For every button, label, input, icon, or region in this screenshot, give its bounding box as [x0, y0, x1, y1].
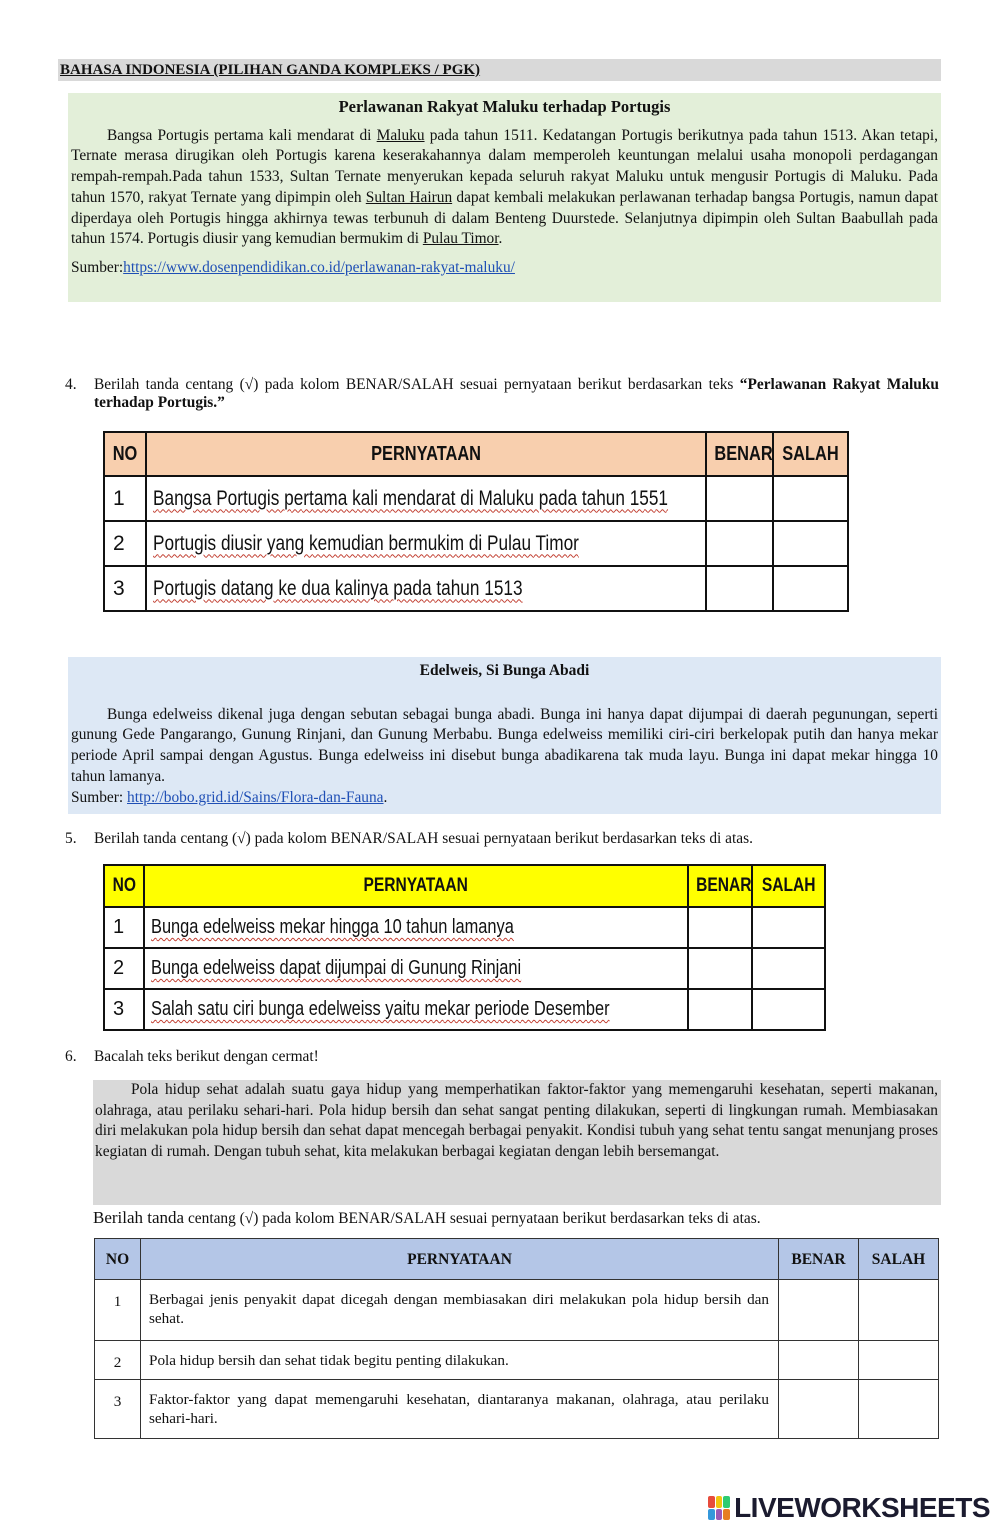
source-end: . — [383, 788, 388, 806]
passage-maluku — [68, 93, 941, 302]
question-6-text: Bacalah teks berikut dengan cermat! — [94, 1048, 319, 1065]
logo-square — [723, 1496, 730, 1508]
logo-square — [723, 1509, 730, 1521]
benar-checkbox-cell[interactable] — [706, 566, 773, 611]
liveworksheets-logo-icon — [708, 1496, 730, 1520]
passage-maluku-text-3: dapat kembali melakukan perlawanan terhadap bangsa Portugis, namun dapat diperdaya oleh Portugis hingga akhirnya tewas terbunuh di dalam Benteng Duurstede. Selanjutnya dipimpin oleh Sultan Baabullah pada tahun 1574. Portugis diusir yang kemudian bermukim di — [71, 188, 939, 248]
header-statement: PERNYATAAN — [144, 865, 688, 907]
logo-square — [716, 1509, 723, 1521]
benar-checkbox-cell[interactable] — [706, 521, 773, 566]
answer-table-maluku — [103, 431, 849, 612]
benar-checkbox-cell[interactable] — [779, 1280, 859, 1341]
logo-square — [716, 1496, 723, 1508]
row-number: 2 — [95, 1341, 141, 1380]
source-link-maluku[interactable]: https://www.dosenpendidikan.co.id/perlawanan-rakyat-maluku/ — [123, 258, 515, 276]
benar-checkbox-cell[interactable] — [688, 907, 752, 948]
benar-checkbox-cell[interactable] — [706, 476, 773, 521]
salah-checkbox-cell[interactable] — [859, 1280, 939, 1341]
question-4 — [65, 376, 941, 416]
question-6-number: 6. — [65, 1048, 77, 1065]
row-statement: Bunga edelweiss mekar hingga 10 tahun lamanya — [144, 907, 688, 948]
row-number: 3 — [104, 566, 146, 611]
row-statement: Bangsa Portugis pertama kali mendarat di Maluku pada tahun 1551 — [146, 476, 706, 521]
row-number: 1 — [104, 476, 146, 521]
question-4-text-plain: Berilah tanda centang (√) pada kolom BENAR/SALAH sesuai pernyataan berikut berdasarkan teks — [94, 376, 740, 393]
row-statement: Salah satu ciri bunga edelweiss yaitu mekar periode Desember — [144, 989, 688, 1030]
passage-pola-hidup-sehat — [93, 1080, 941, 1205]
question-5-number: 5. — [65, 830, 77, 847]
passage-edelweis — [68, 657, 941, 814]
table-row — [104, 989, 825, 1030]
benar-checkbox-cell[interactable] — [688, 948, 752, 989]
question-4-text — [94, 376, 939, 412]
salah-checkbox-cell[interactable] — [752, 989, 825, 1030]
table-row — [104, 948, 825, 989]
header-no: NO — [104, 865, 144, 907]
salah-checkbox-cell[interactable] — [752, 907, 825, 948]
liveworksheets-logo[interactable] — [708, 1493, 990, 1523]
header-benar: BENAR — [779, 1239, 859, 1280]
row-number: 2 — [104, 521, 146, 566]
question-5 — [65, 830, 941, 850]
row-statement: Bunga edelweiss dapat dijumpai di Gunung Rinjani — [144, 948, 688, 989]
row-statement: Faktor-faktor yang dapat memengaruhi kesehatan, diantaranya makanan, olahraga, atau perilaku sehari-hari. — [141, 1380, 779, 1439]
table-header-row — [104, 432, 848, 476]
instruction-lead: Berilah tanda — [93, 1208, 185, 1227]
header-salah: SALAH — [859, 1239, 939, 1280]
question-4-number: 4. — [65, 376, 77, 393]
salah-checkbox-cell[interactable] — [859, 1380, 939, 1439]
worksheet-heading — [58, 59, 941, 81]
passage-maluku-source — [71, 258, 938, 279]
question-4-text-bold: “Perlawanan Rakyat Maluku terhadap Portugis.” — [94, 376, 939, 411]
question-6 — [65, 1048, 941, 1068]
row-number: 1 — [104, 907, 144, 948]
header-salah: SALAH — [773, 432, 848, 476]
passage-maluku-text-2: pada tahun 1511. Kedatangan Portugis berikutnya pada tahun 1513. Akan tetapi, Ternate merasa dirugikan oleh Portugis karena keserakahannya dalam memperoleh keuntungan melalui usaha monopoli perdagangan rempah-rempah.Pada tahun 1533, Sultan Ternate menyerukan kepada seluruh rakyat Maluku untuk mengusir Portugis di Maluku. Pada tahun 1570, rakyat Ternate yang dipimpin oleh — [71, 126, 938, 206]
header-statement: PERNYATAAN — [146, 432, 706, 476]
table-row — [95, 1380, 939, 1439]
source-link-bobo[interactable]: http://bobo.grid.id/Sains/Flora-dan-Fauna — [127, 788, 384, 806]
row-number: 3 — [95, 1380, 141, 1439]
maluku-link[interactable]: Maluku — [376, 126, 425, 144]
source-label: Sumber: — [71, 788, 128, 806]
passage-maluku-text-1: Bangsa Portugis pertama kali mendarat di — [107, 126, 377, 144]
header-no: NO — [95, 1239, 141, 1280]
passage-edelweis-source — [71, 788, 938, 809]
benar-checkbox-cell[interactable] — [779, 1380, 859, 1439]
row-statement: Berbagai jenis penyakit dapat dicegah dengan membiasakan diri melakukan pola hidup bersih dan sehat. — [141, 1280, 779, 1341]
instruction-rest: centang (√) pada kolom BENAR/SALAH sesuai pernyataan berikut berdasarkan teks di atas. — [184, 1210, 761, 1227]
benar-checkbox-cell[interactable] — [779, 1341, 859, 1380]
header-benar: BENAR — [688, 865, 752, 907]
row-statement: Pola hidup bersih dan sehat tidak begitu penting dilakukan. — [141, 1341, 779, 1380]
row-number: 2 — [104, 948, 144, 989]
benar-checkbox-cell[interactable] — [688, 989, 752, 1030]
passage-maluku-text-4: . — [498, 230, 503, 248]
question-6-instruction — [93, 1209, 941, 1229]
passage-pola-hidup-body: Pola hidup sehat adalah suatu gaya hidup yang memperhatikan faktor-faktor yang memengaruhi kesehatan, seperti makanan, olahraga, atau perilaku sehari-hari. Pola hidup bersih dan sehat sangat penting dilakukan, seperti di lingkungan rumah. Membiasakan diri melakukan pola hidup bersih dan sehat dapat mencegah berbagai penyakit. Kondisi tubuh yang sehat tentu sangat menunjang proses kegiatan di rumah. Dengan tubuh sehat, kita melakukan berbagai kegiatan dengan lebih bersemangat. — [95, 1081, 938, 1161]
logo-square — [708, 1496, 715, 1508]
logo-text: LIVEWORKSHEETS — [734, 1492, 990, 1523]
table-row — [104, 521, 848, 566]
row-statement: Portugis diusir yang kemudian bermukim di Pulau Timor — [146, 521, 706, 566]
passage-edelweis-title: Edelweis, Si Bunga Abadi — [419, 662, 590, 679]
passage-edelweis-body: Bunga edelweiss dikenal juga dengan sebutan sebagai bunga abadi. Bunga ini hanya dapat dijumpai di daerah pegunungan, seperti gunung Gede Pangarango, Gunung Rinjani, dan Gunung Merbabu. Bunga edelweiss memiliki ciri-ciri berkelopak putih dan hanya mekar periode April sampai dengan Agustus. Bunga edelweiss ini disebut bunga abadikarena tak muda layu. Bunga ini dapat mekar hingga 10 tahun lamanya. — [71, 705, 938, 785]
salah-checkbox-cell[interactable] — [773, 566, 848, 611]
salah-checkbox-cell[interactable] — [752, 948, 825, 989]
passage-maluku-title: Perlawanan Rakyat Maluku terhadap Portugis — [338, 97, 671, 116]
salah-checkbox-cell[interactable] — [773, 476, 848, 521]
question-5-text: Berilah tanda centang (√) pada kolom BENAR/SALAH sesuai pernyataan berikut berdasarkan teks di atas. — [94, 830, 753, 847]
table-row — [104, 907, 825, 948]
table-row — [104, 566, 848, 611]
answer-table-edelweis — [103, 864, 826, 1031]
worksheet-heading-text: BAHASA INDONESIA (PILIHAN GANDA KOMPLEKS / PGK) — [60, 62, 481, 78]
table-header-row — [95, 1239, 939, 1280]
table-row — [104, 476, 848, 521]
table-header-row — [104, 865, 825, 907]
source-label: Sumber: — [71, 258, 124, 276]
answer-table-pola-hidup — [94, 1238, 939, 1439]
row-number: 3 — [104, 989, 144, 1030]
salah-checkbox-cell[interactable] — [859, 1341, 939, 1380]
table-row — [95, 1341, 939, 1380]
logo-square — [708, 1509, 715, 1521]
header-no: NO — [104, 432, 146, 476]
table-row — [95, 1280, 939, 1341]
header-benar: BENAR — [706, 432, 773, 476]
header-salah: SALAH — [752, 865, 825, 907]
row-statement: Portugis datang ke dua kalinya pada tahun 1513 — [146, 566, 706, 611]
row-number: 1 — [95, 1280, 141, 1341]
header-statement: PERNYATAAN — [141, 1239, 779, 1280]
passage-maluku-body — [71, 126, 938, 250]
salah-checkbox-cell[interactable] — [773, 521, 848, 566]
pulau-timor-link[interactable]: Pulau Timor — [422, 230, 499, 248]
sultan-hairun-link[interactable]: Sultan Hairun — [365, 188, 453, 206]
